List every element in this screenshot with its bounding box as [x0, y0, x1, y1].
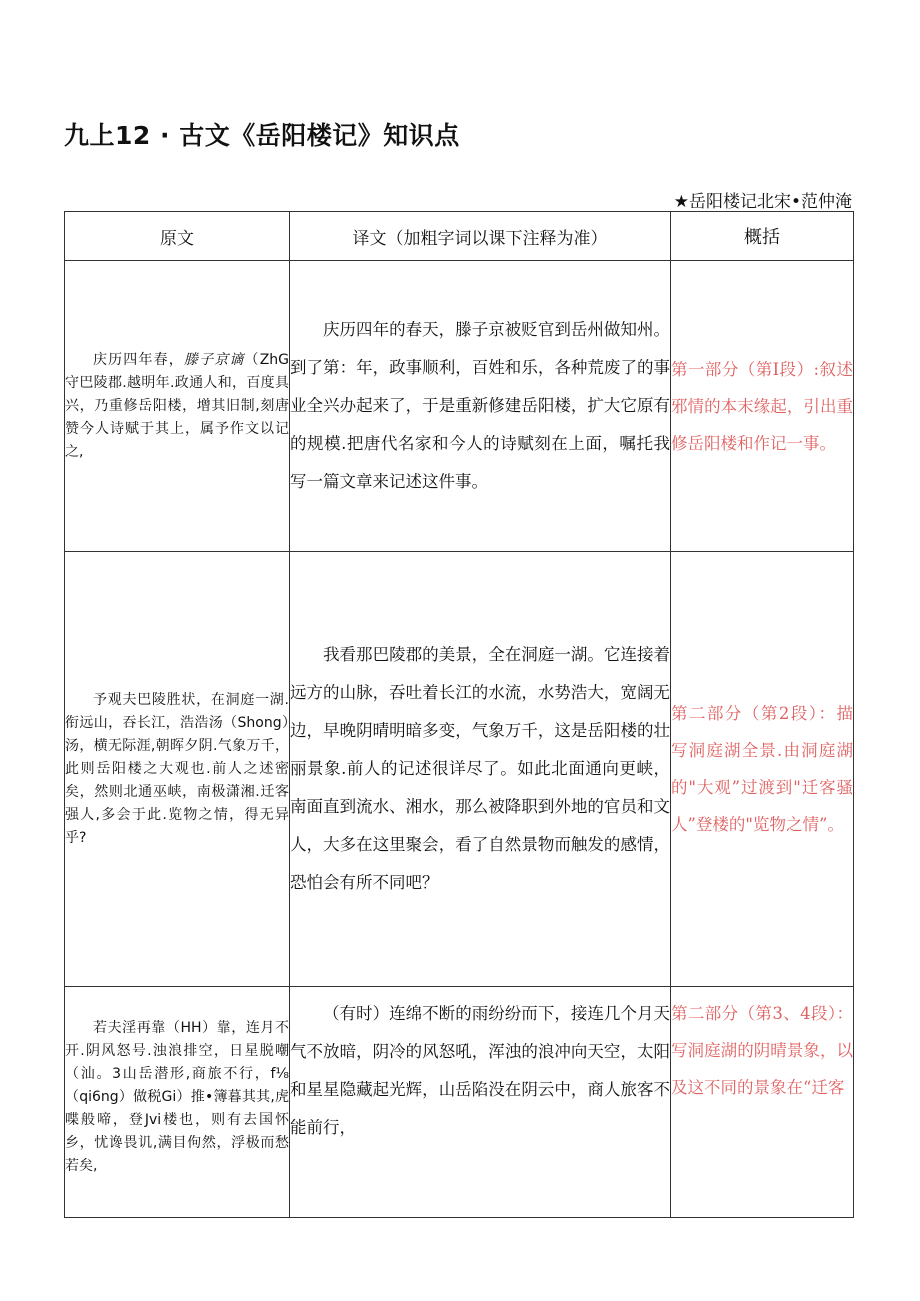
translation-text: 庆历四年的春天，滕子京被贬官到岳州做知州。到了第：年，政事顺利，百姓和乐，各种荒废了的事业全兴办起来了，于是重新修建岳阳楼，扩大它原有的规模.把唐代名家和今人的诗赋刻在上面，嘱托我写一篇文章来记述这件事。 — [290, 261, 671, 552]
table-row — [65, 261, 854, 552]
original-text: （ZhG守巴陵郡.越明年.政通人和，百度具兴，乃重修岳阳楼，增其旧制,刻唐赞今人诗赋于其上，属予作文以记之, — [65, 351, 290, 460]
notes-table — [64, 211, 854, 1218]
translation-text: 我看那巴陵郡的美景，全在洞庭一湖。它连接着远方的山脉，吞吐着长江的水流，水势浩大，宽阔无边，早晚阴晴明暗多变，气象万千，这是岳阳楼的壮丽景象.前人的记述很详尽了。如此北面通向更峡，南面直到流水、湘水，那么被降职到外地的官员和文人，大多在这里聚会，看了自然景物而触发的感情，恐怕会有所不同吧？ — [290, 552, 671, 987]
page-title: 九上12 · 古文《岳阳楼记》知识点 — [64, 121, 460, 150]
summary-text: 第二部分（第3、4段）：写洞庭湖的阴晴景象，以及这不同的景象在“迁客 — [671, 987, 854, 1218]
original-text-italic: 滕子京谪 — [183, 351, 245, 368]
table-row — [65, 552, 854, 987]
original-text: 予观夫巴陵胜状，在洞庭一湖.衔远山，吞长江，浩浩汤（Shong）汤，横无际涯,朝晖夕阴.气象万千，此则岳阳楼之大观也.前人之述密矣，然则北通巫峡，南极潇湘.迁客强人,多会于此.览物之情，得无异乎? — [65, 552, 290, 987]
summary-text: 第二部分（第2段）：描写洞庭湖全景.由洞庭湖的"大观”过渡到"迁客骚人”登楼的"览物之情”。 — [671, 552, 854, 987]
translation-text: （有时）连绵不断的雨纷纷而下，接连几个月天气不放暗，阴冷的风怒吼，浑浊的浪冲向天空，太阳和星星隐藏起光辉，山岳陷没在阴云中，商人旅客不能前行， — [290, 987, 671, 1218]
article-attribution: ★岳阳楼记北宋•范仲淹 — [673, 192, 852, 212]
table-row — [65, 987, 854, 1218]
header-original: 原文 — [65, 212, 290, 261]
header-translation: 译文（加粗字词以课下注释为准） — [290, 212, 671, 261]
original-text: 庆历四年春， — [93, 351, 184, 368]
header-summary: 概括 — [671, 212, 854, 261]
table-header-row — [65, 212, 854, 261]
original-text: 若夫淫再靠（HH）靠，连月不开.阴风怒号.浊浪排空，日星脱嘲（汕。3山岳潜形,商旅不行，f⅛（qi6ng）做税Gi）推•簿暮其其,虎喋般啼，登Jvi楼也，则有去国怀乡，忧谗畏讥,满目佝然，浮极而愁若矣, — [65, 987, 290, 1218]
summary-text: 第一部分（第Ⅰ段）:叙述邪情的本末缘起，引出重修岳阳楼和作记一事。 — [671, 261, 854, 552]
original-text-cell — [65, 261, 290, 552]
